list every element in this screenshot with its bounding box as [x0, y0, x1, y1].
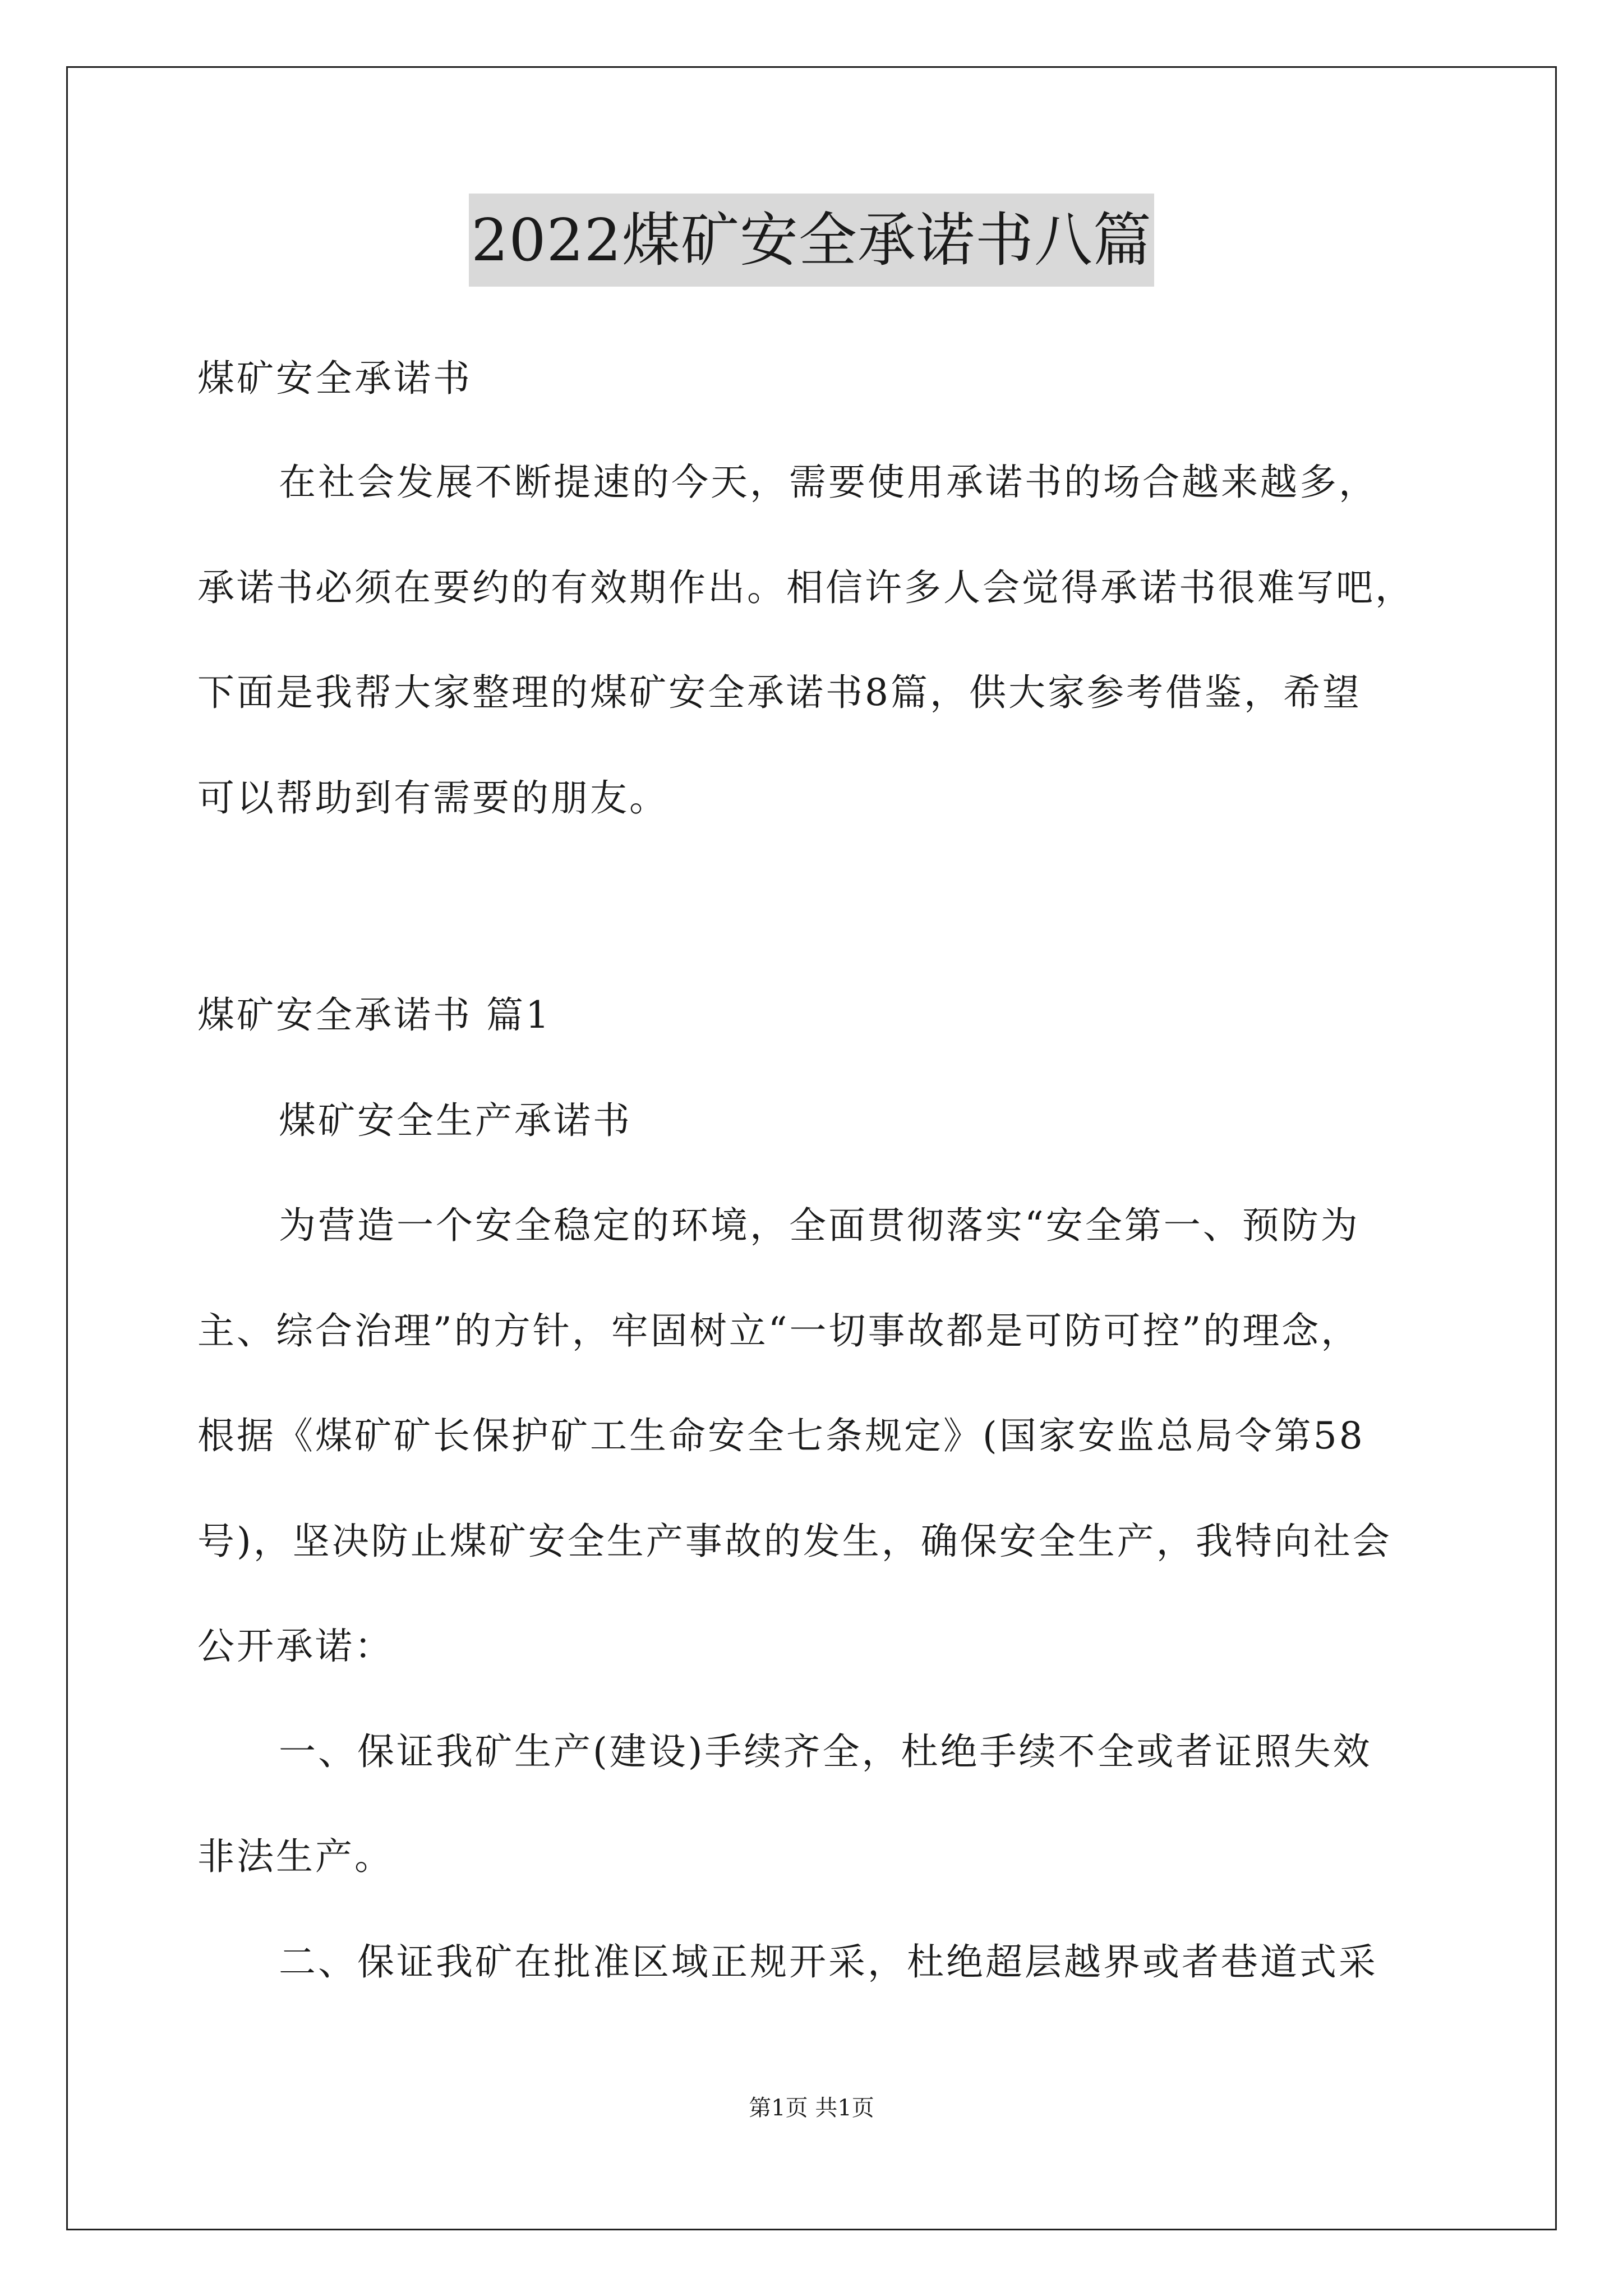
section-heading: 煤矿安全承诺书 [197, 357, 472, 400]
paragraph-line: 在社会发展不断提速的今天，需要使用承诺书的场合越来越多， [279, 461, 1378, 504]
paragraph-line: 下面是我帮大家整理的煤矿安全承诺书8篇，供大家参考借鉴，希望 [197, 671, 1362, 714]
paragraph-line: 主、综合治理”的方针，牢固树立“一切事故都是可防可控”的理念， [197, 1309, 1361, 1352]
document-title: 2022煤矿安全承诺书八篇 [469, 194, 1154, 287]
paragraph-line: 一、保证我矿生产(建设)手续齐全，杜绝手续不全或者证照失效 [279, 1730, 1372, 1773]
paragraph-line: 承诺书必须在要约的有效期作出。相信许多人会觉得承诺书很难写吧， [197, 566, 1414, 609]
paragraph-line: 根据《煤矿矿长保护矿工生命安全七条规定》(国家安监总局令第58 [197, 1414, 1365, 1457]
title-container [0, 194, 1623, 287]
paragraph-line: 可以帮助到有需要的朋友。 [197, 776, 668, 820]
paragraph-line: 非法生产。 [197, 1835, 394, 1878]
paragraph-line: 二、保证我矿在批准区域正规开采，杜绝超层越界或者巷道式采 [279, 1940, 1378, 1984]
page-footer: 第1页 共1页 [749, 2095, 874, 2121]
subsection-heading: 煤矿安全生产承诺书 [279, 1099, 632, 1142]
paragraph-line: 号)，坚决防止煤矿安全生产事故的发生，确保安全生产，我特向社会 [197, 1520, 1392, 1563]
paragraph-line: 公开承诺： [197, 1625, 394, 1668]
section-heading: 煤矿安全承诺书 篇1 [197, 993, 551, 1037]
paragraph-line: 为营造一个安全稳定的环境，全面贯彻落实“安全第一、预防为 [279, 1204, 1360, 1247]
